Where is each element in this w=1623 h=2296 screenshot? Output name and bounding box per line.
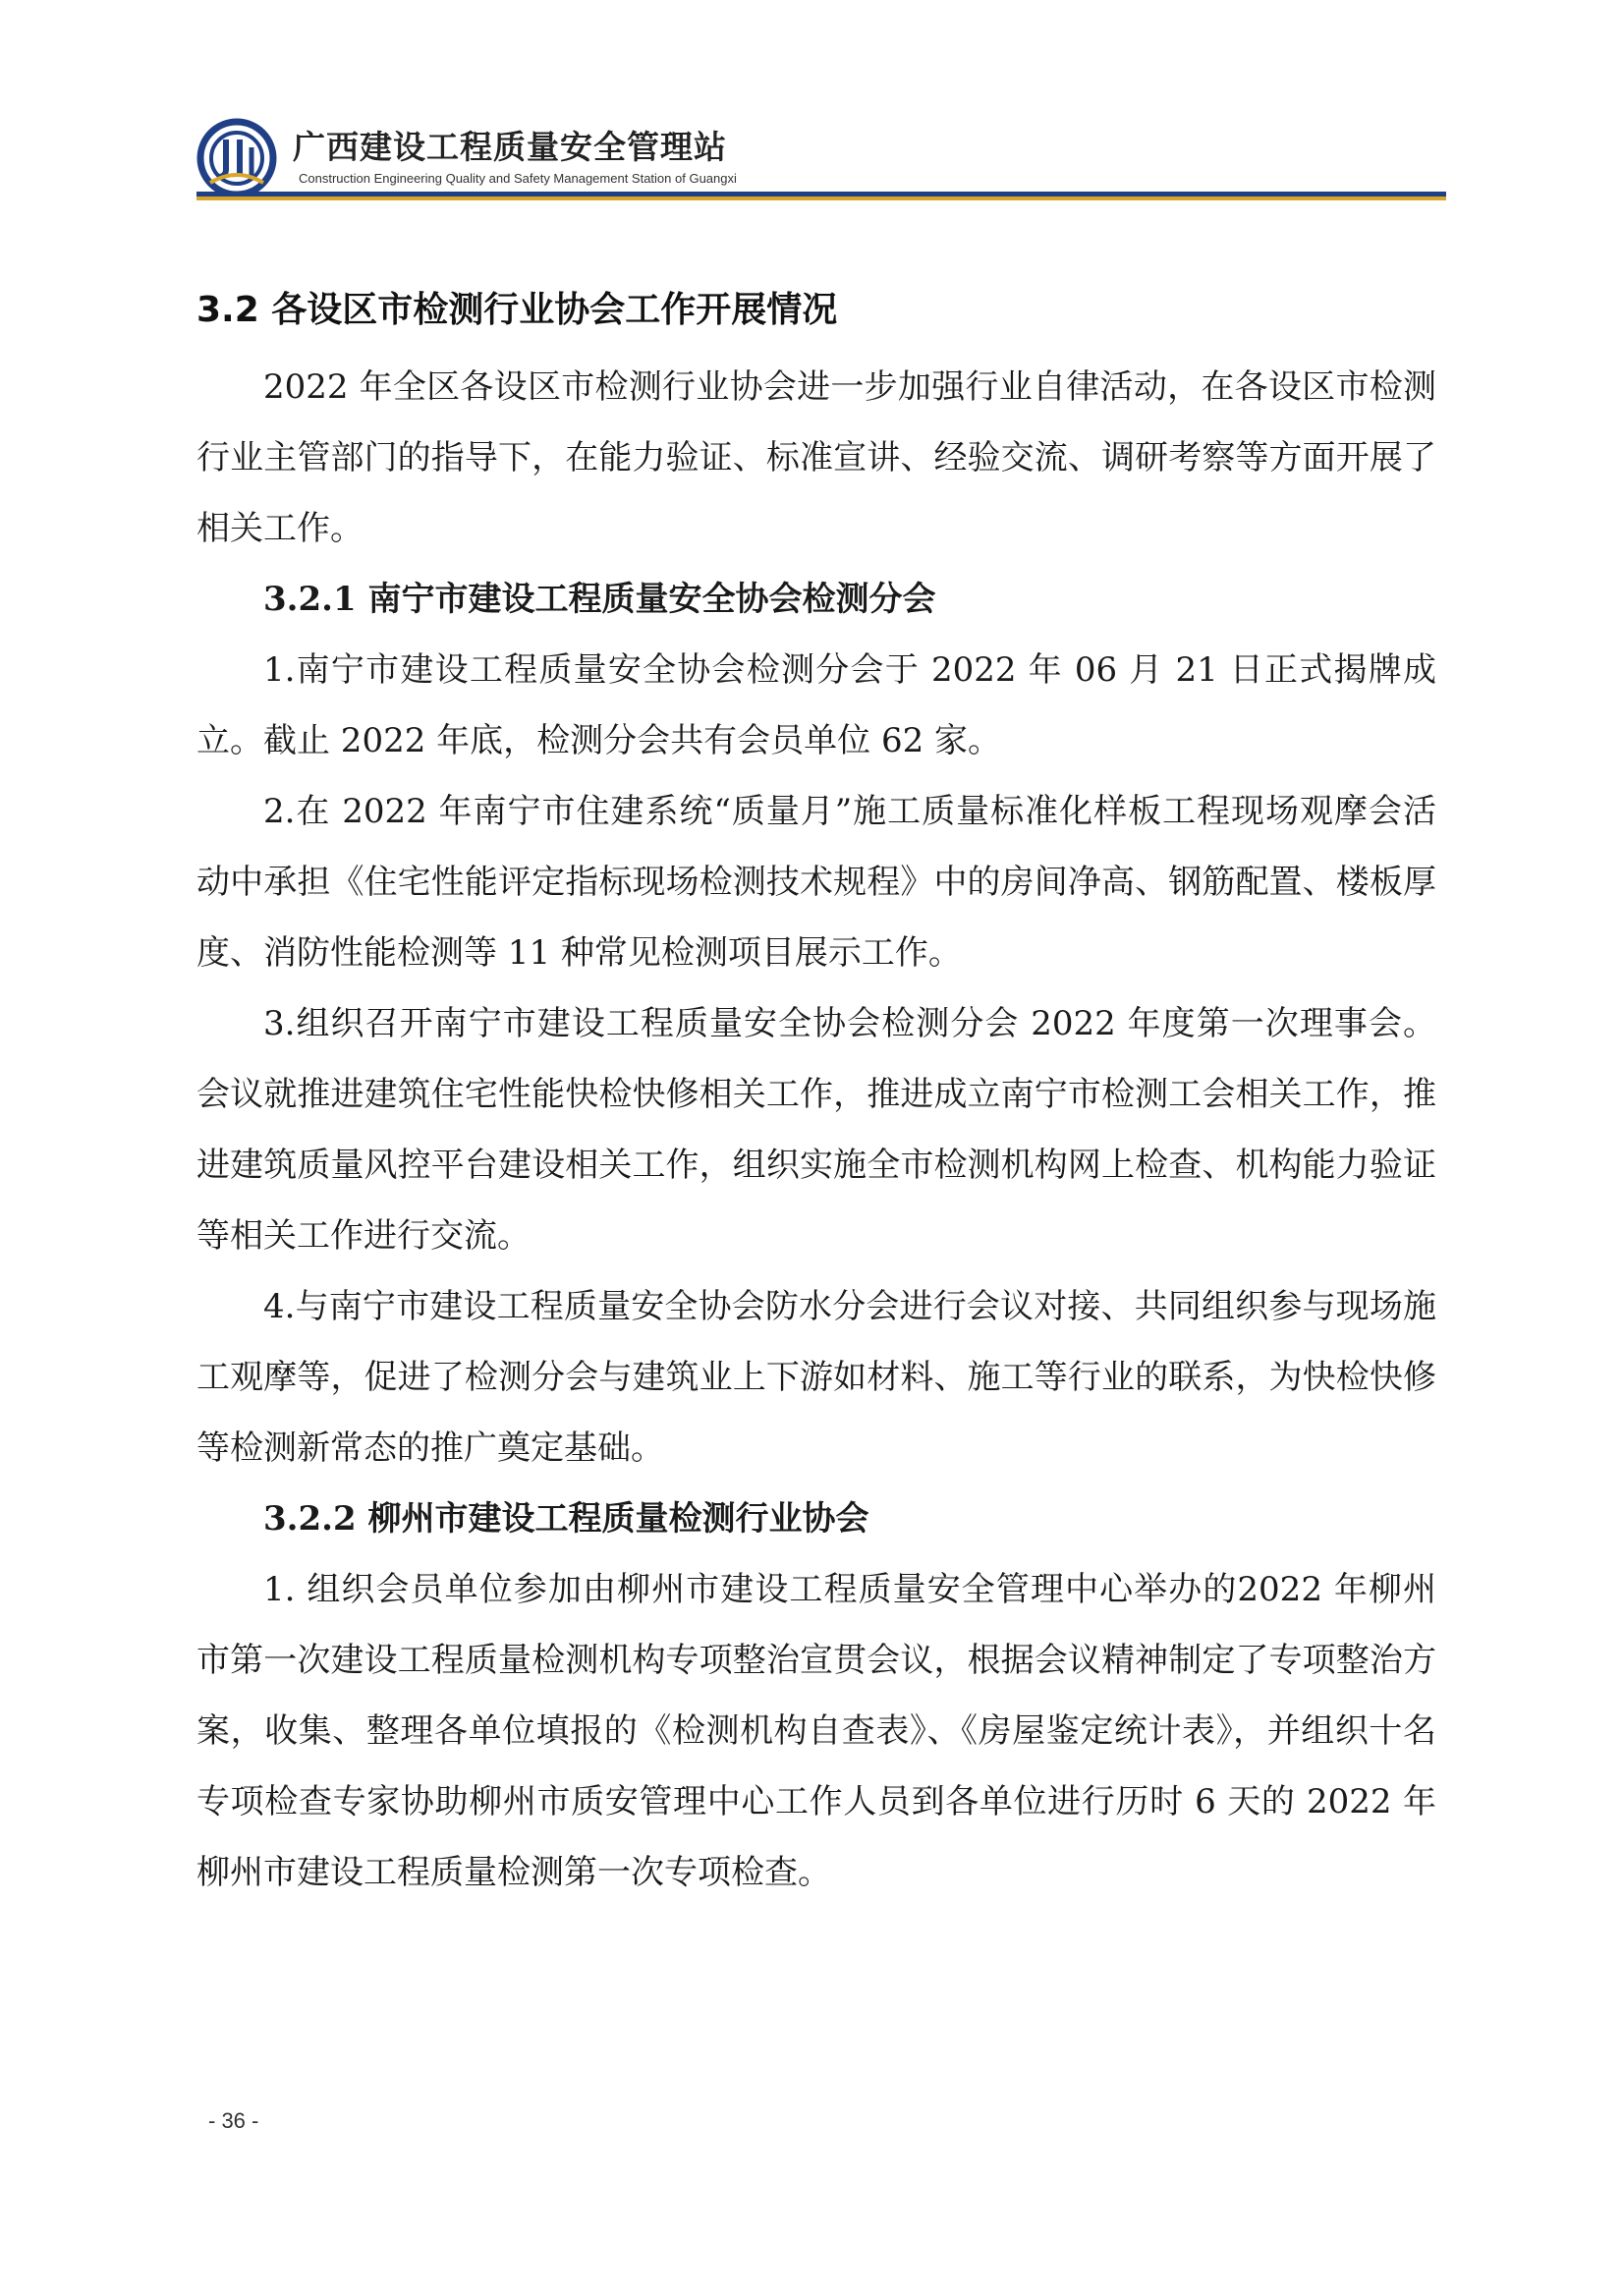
org-name-cn: 广西建设工程质量安全管理站: [293, 128, 727, 166]
subsection-heading-liuzhou: 3.2.2 柳州市建设工程质量检测行业协会: [263, 1499, 869, 1539]
subsection-heading-nanning: 3.2.1 南宁市建设工程质量安全协会检测分会: [263, 580, 936, 619]
liuzhou-item-1: 1. 组织会员单位参加由柳州市建设工程质量安全管理中心举办的2022 年柳州市第一次建设工程质量检测机构专项整治宣贯会议，根据会议精神制定了专项整治方案，收集、整理各单位填报的《检测机构自查表》、《房屋鉴定统计表》，并组织十名专项检查专家协助柳州市质安管理中心工作人员到各单位进行历时 6 天的 2022 年柳州市建设工程质量检测第一次专项检查。: [196, 1570, 1436, 1892]
section-intro: 2022 年全区各设区市检测行业协会进一步加强行业自律活动，在各设区市检测行业主管部门的指导下，在能力验证、标准宣讲、经验交流、调研考察等方面开展了相关工作。: [196, 367, 1436, 548]
header-rule-gold: [196, 196, 1446, 200]
nanning-item-1: 1.南宁市建设工程质量安全协会检测分会于 2022 年 06 月 21 日正式揭牌成立。截止 2022 年底，检测分会共有会员单位 62 家。: [196, 650, 1436, 760]
nanning-item-4: 4.与南宁市建设工程质量安全协会防水分会进行会议对接、共同组织参与现场施工观摩等，促进了检测分会与建筑业上下游如材料、施工等行业的联系，为快检快修等检测新常态的推广奠定基础。: [196, 1287, 1436, 1468]
gxjz-station-logo-icon: [196, 118, 277, 198]
document-body: [196, 283, 1436, 1908]
nanning-item-2: 2.在 2022 年南宁市住建系统“质量月”施工质量标准化样板工程现场观摩会活动中承担《住宅性能评定指标现场检测技术规程》中的房间净高、钢筋配置、楼板厚度、消防性能检测等 11 种常见检测项目展示工作。: [196, 792, 1436, 973]
page-number: - 36 -: [208, 2108, 259, 2133]
org-name-en: Construction Engineering Quality and Safety Management Station of Guangxi: [299, 171, 737, 186]
section-title: 3.2 各设区市检测行业协会工作开展情况: [196, 290, 838, 330]
nanning-item-3: 3.组织召开南宁市建设工程质量安全协会检测分会 2022 年度第一次理事会。会议就推进建筑住宅性能快检快修相关工作，推进成立南宁市检测工会相关工作，推进建筑质量风控平台建设相关工作，组织实施全市检测机构网上检查、机构能力验证等相关工作进行交流。: [196, 1004, 1436, 1256]
